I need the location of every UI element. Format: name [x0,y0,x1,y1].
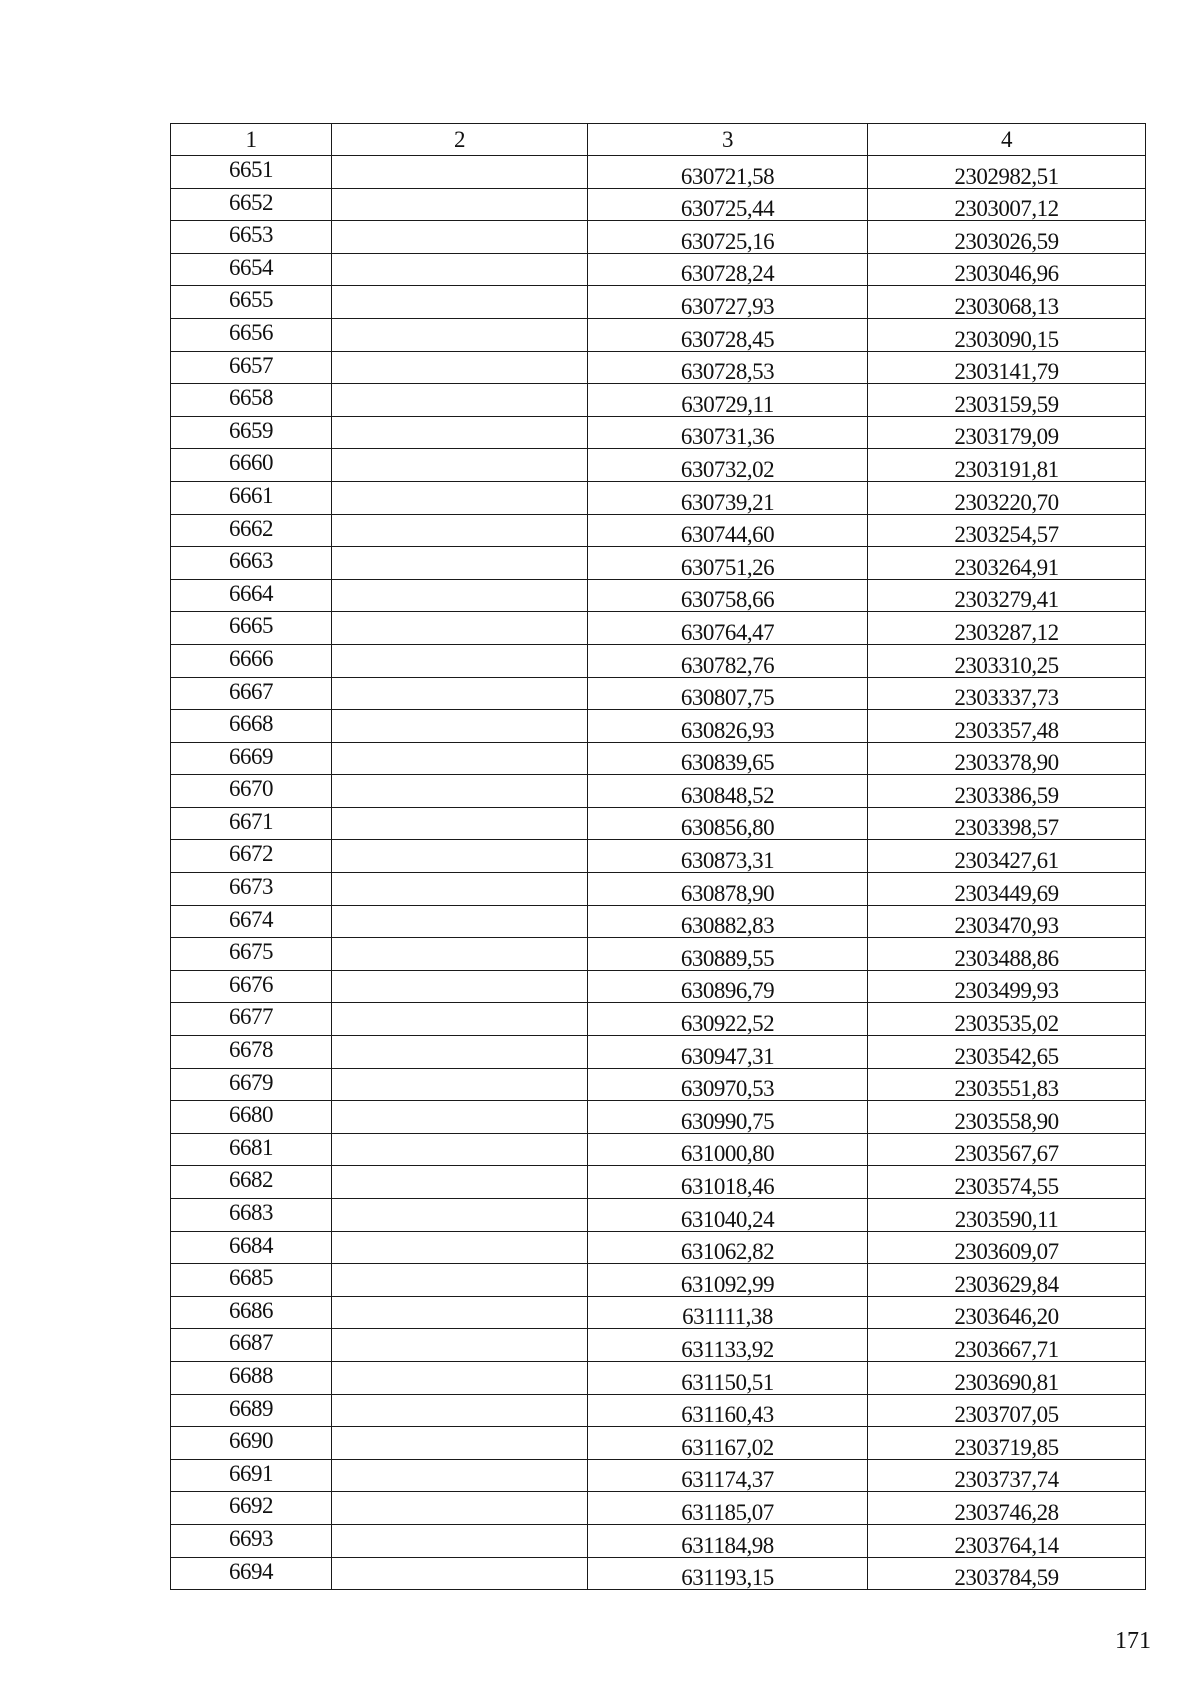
table-row [171,579,1146,612]
table-row [171,1492,1146,1525]
x-coordinate-cell: 630728,45 [588,318,868,351]
point-number-cell: 6681 [171,1133,332,1166]
description-cell [332,286,588,319]
y-coordinate-cell: 2303629,84 [868,1264,1146,1297]
y-coordinate-cell: 2303609,07 [868,1231,1146,1264]
column-header-1: 1 [171,124,332,156]
point-number-cell: 6674 [171,905,332,938]
description-cell [332,677,588,710]
point-number-cell: 6685 [171,1264,332,1297]
description-cell [332,775,588,808]
table-row [171,1557,1146,1590]
x-coordinate-cell: 631133,92 [588,1329,868,1362]
point-number-cell: 6676 [171,970,332,1003]
y-coordinate-cell: 2303386,59 [868,775,1146,808]
description-cell [332,1361,588,1394]
table-row [171,351,1146,384]
y-coordinate-cell: 2303310,25 [868,644,1146,677]
point-number-cell: 6677 [171,1003,332,1036]
table-row [171,1296,1146,1329]
y-coordinate-cell: 2303378,90 [868,742,1146,775]
point-number-cell: 6684 [171,1231,332,1264]
x-coordinate-cell: 630922,52 [588,1003,868,1036]
y-coordinate-cell: 2303357,48 [868,710,1146,743]
description-cell [332,481,588,514]
y-coordinate-cell: 2303220,70 [868,481,1146,514]
table-row [171,449,1146,482]
point-number-cell: 6672 [171,840,332,873]
y-coordinate-cell: 2303007,12 [868,188,1146,221]
page-number: 171 [1115,1628,1151,1654]
y-coordinate-cell: 2303449,69 [868,873,1146,906]
x-coordinate-cell: 631184,98 [588,1524,868,1557]
description-cell [332,1264,588,1297]
x-coordinate-cell: 631174,37 [588,1459,868,1492]
y-coordinate-cell: 2303287,12 [868,612,1146,645]
description-cell [332,1101,588,1134]
point-number-cell: 6668 [171,710,332,743]
description-cell [332,188,588,221]
point-number-cell: 6688 [171,1361,332,1394]
x-coordinate-cell: 631167,02 [588,1427,868,1460]
description-cell [332,253,588,286]
x-coordinate-cell: 630990,75 [588,1101,868,1134]
x-coordinate-cell: 631092,99 [588,1264,868,1297]
x-coordinate-cell: 630782,76 [588,644,868,677]
point-number-cell: 6663 [171,547,332,580]
description-cell [332,416,588,449]
description-cell [332,547,588,580]
y-coordinate-cell: 2303558,90 [868,1101,1146,1134]
point-number-cell: 6670 [171,775,332,808]
description-cell [332,1492,588,1525]
column-header-4: 4 [868,124,1146,156]
y-coordinate-cell: 2303707,05 [868,1394,1146,1427]
table-row [171,1394,1146,1427]
table-row [171,188,1146,221]
table-row [171,318,1146,351]
table-row [171,612,1146,645]
table-row [171,905,1146,938]
table-row [171,253,1146,286]
table-row [171,742,1146,775]
description-cell [332,1003,588,1036]
point-number-cell: 6694 [171,1557,332,1590]
point-number-cell: 6686 [171,1296,332,1329]
x-coordinate-cell: 631062,82 [588,1231,868,1264]
y-coordinate-cell: 2303746,28 [868,1492,1146,1525]
point-number-cell: 6675 [171,938,332,971]
table-row [171,938,1146,971]
table-row [171,840,1146,873]
point-number-cell: 6661 [171,481,332,514]
table-row [171,970,1146,1003]
y-coordinate-cell: 2303590,11 [868,1199,1146,1232]
description-cell [332,1133,588,1166]
point-number-cell: 6665 [171,612,332,645]
x-coordinate-cell: 630826,93 [588,710,868,743]
description-cell [332,710,588,743]
y-coordinate-cell: 2303427,61 [868,840,1146,873]
description-cell [332,938,588,971]
x-coordinate-cell: 630856,80 [588,807,868,840]
table-row [171,1166,1146,1199]
y-coordinate-cell: 2303470,93 [868,905,1146,938]
point-number-cell: 6673 [171,873,332,906]
y-coordinate-cell: 2303737,74 [868,1459,1146,1492]
table-row [171,807,1146,840]
point-number-cell: 6662 [171,514,332,547]
table-row [171,1524,1146,1557]
x-coordinate-cell: 630728,24 [588,253,868,286]
description-cell [332,807,588,840]
x-coordinate-cell: 630889,55 [588,938,868,971]
description-cell [332,1199,588,1232]
point-number-cell: 6653 [171,221,332,254]
x-coordinate-cell: 630721,58 [588,156,868,189]
y-coordinate-cell: 2303279,41 [868,579,1146,612]
table-row [171,1329,1146,1362]
x-coordinate-cell: 630728,53 [588,351,868,384]
x-coordinate-cell: 630970,53 [588,1068,868,1101]
description-cell [332,1296,588,1329]
x-coordinate-cell: 630751,26 [588,547,868,580]
description-cell [332,970,588,1003]
point-number-cell: 6693 [171,1524,332,1557]
description-cell [332,221,588,254]
table-row [171,710,1146,743]
point-number-cell: 6682 [171,1166,332,1199]
description-cell [332,449,588,482]
y-coordinate-cell: 2303046,96 [868,253,1146,286]
table-row [171,1361,1146,1394]
y-coordinate-cell: 2303499,93 [868,970,1146,1003]
column-header-3: 3 [588,124,868,156]
table-row [171,547,1146,580]
y-coordinate-cell: 2303488,86 [868,938,1146,971]
x-coordinate-cell: 630758,66 [588,579,868,612]
table-row [171,286,1146,319]
description-cell [332,318,588,351]
x-coordinate-cell: 631160,43 [588,1394,868,1427]
y-coordinate-cell: 2303179,09 [868,416,1146,449]
description-cell [332,1459,588,1492]
y-coordinate-cell: 2303337,73 [868,677,1146,710]
point-number-cell: 6669 [171,742,332,775]
description-cell [332,384,588,417]
x-coordinate-cell: 631018,46 [588,1166,868,1199]
x-coordinate-cell: 630848,52 [588,775,868,808]
y-coordinate-cell: 2303764,14 [868,1524,1146,1557]
description-cell [332,1427,588,1460]
x-coordinate-cell: 630744,60 [588,514,868,547]
table-row [171,775,1146,808]
table-row [171,156,1146,189]
point-number-cell: 6667 [171,677,332,710]
description-cell [332,1557,588,1590]
table-body [171,156,1146,1590]
point-number-cell: 6654 [171,253,332,286]
x-coordinate-cell: 630882,83 [588,905,868,938]
point-number-cell: 6659 [171,416,332,449]
y-coordinate-cell: 2303784,59 [868,1557,1146,1590]
x-coordinate-cell: 631150,51 [588,1361,868,1394]
point-number-cell: 6652 [171,188,332,221]
x-coordinate-cell: 630896,79 [588,970,868,1003]
point-number-cell: 6655 [171,286,332,319]
x-coordinate-cell: 630729,11 [588,384,868,417]
point-number-cell: 6671 [171,807,332,840]
x-coordinate-cell: 630725,16 [588,221,868,254]
table-row [171,644,1146,677]
table-row [171,1101,1146,1134]
y-coordinate-cell: 2303141,79 [868,351,1146,384]
description-cell [332,742,588,775]
point-number-cell: 6664 [171,579,332,612]
column-header-2: 2 [332,124,588,156]
table-row [171,1231,1146,1264]
table-row [171,1427,1146,1460]
point-number-cell: 6689 [171,1394,332,1427]
point-number-cell: 6666 [171,644,332,677]
table-row [171,1459,1146,1492]
point-number-cell: 6691 [171,1459,332,1492]
description-cell [332,1036,588,1069]
table-row [171,221,1146,254]
description-cell [332,612,588,645]
y-coordinate-cell: 2303542,65 [868,1036,1146,1069]
point-number-cell: 6687 [171,1329,332,1362]
y-coordinate-cell: 2303646,20 [868,1296,1146,1329]
y-coordinate-cell: 2303026,59 [868,221,1146,254]
description-cell [332,1394,588,1427]
description-cell [332,514,588,547]
table-row [171,416,1146,449]
x-coordinate-cell: 630807,75 [588,677,868,710]
y-coordinate-cell: 2303551,83 [868,1068,1146,1101]
x-coordinate-cell: 631111,38 [588,1296,868,1329]
x-coordinate-cell: 631185,07 [588,1492,868,1525]
x-coordinate-cell: 630839,65 [588,742,868,775]
table-row [171,1068,1146,1101]
table-header [171,124,1146,156]
point-number-cell: 6692 [171,1492,332,1525]
y-coordinate-cell: 2303398,57 [868,807,1146,840]
x-coordinate-cell: 630878,90 [588,873,868,906]
point-number-cell: 6690 [171,1427,332,1460]
x-coordinate-cell: 630727,93 [588,286,868,319]
y-coordinate-cell: 2303667,71 [868,1329,1146,1362]
x-coordinate-cell: 630947,31 [588,1036,868,1069]
x-coordinate-cell: 630739,21 [588,481,868,514]
coordinates-table [170,123,1146,1590]
point-number-cell: 6680 [171,1101,332,1134]
y-coordinate-cell: 2303254,57 [868,514,1146,547]
description-cell [332,1068,588,1101]
y-coordinate-cell: 2303574,55 [868,1166,1146,1199]
table-row [171,384,1146,417]
table-row [171,1003,1146,1036]
point-number-cell: 6660 [171,449,332,482]
description-cell [332,351,588,384]
description-cell [332,905,588,938]
x-coordinate-cell: 631040,24 [588,1199,868,1232]
x-coordinate-cell: 630732,02 [588,449,868,482]
header-row [171,124,1146,156]
table-row [171,1264,1146,1297]
point-number-cell: 6658 [171,384,332,417]
table-row [171,1133,1146,1166]
table-row [171,873,1146,906]
x-coordinate-cell: 630731,36 [588,416,868,449]
x-coordinate-cell: 631000,80 [588,1133,868,1166]
table-row [171,677,1146,710]
point-number-cell: 6656 [171,318,332,351]
description-cell [332,1524,588,1557]
x-coordinate-cell: 630873,31 [588,840,868,873]
y-coordinate-cell: 2303690,81 [868,1361,1146,1394]
description-cell [332,1166,588,1199]
y-coordinate-cell: 2303090,15 [868,318,1146,351]
x-coordinate-cell: 630725,44 [588,188,868,221]
point-number-cell: 6683 [171,1199,332,1232]
point-number-cell: 6651 [171,156,332,189]
y-coordinate-cell: 2303535,02 [868,1003,1146,1036]
x-coordinate-cell: 630764,47 [588,612,868,645]
description-cell [332,156,588,189]
description-cell [332,1231,588,1264]
table-row [171,1036,1146,1069]
table-row [171,514,1146,547]
y-coordinate-cell: 2303159,59 [868,384,1146,417]
y-coordinate-cell: 2303068,13 [868,286,1146,319]
description-cell [332,1329,588,1362]
table-row [171,1199,1146,1232]
y-coordinate-cell: 2303191,81 [868,449,1146,482]
x-coordinate-cell: 631193,15 [588,1557,868,1590]
description-cell [332,644,588,677]
point-number-cell: 6657 [171,351,332,384]
y-coordinate-cell: 2302982,51 [868,156,1146,189]
point-number-cell: 6679 [171,1068,332,1101]
point-number-cell: 6678 [171,1036,332,1069]
description-cell [332,840,588,873]
y-coordinate-cell: 2303264,91 [868,547,1146,580]
description-cell [332,579,588,612]
table-row [171,481,1146,514]
description-cell [332,873,588,906]
y-coordinate-cell: 2303719,85 [868,1427,1146,1460]
y-coordinate-cell: 2303567,67 [868,1133,1146,1166]
